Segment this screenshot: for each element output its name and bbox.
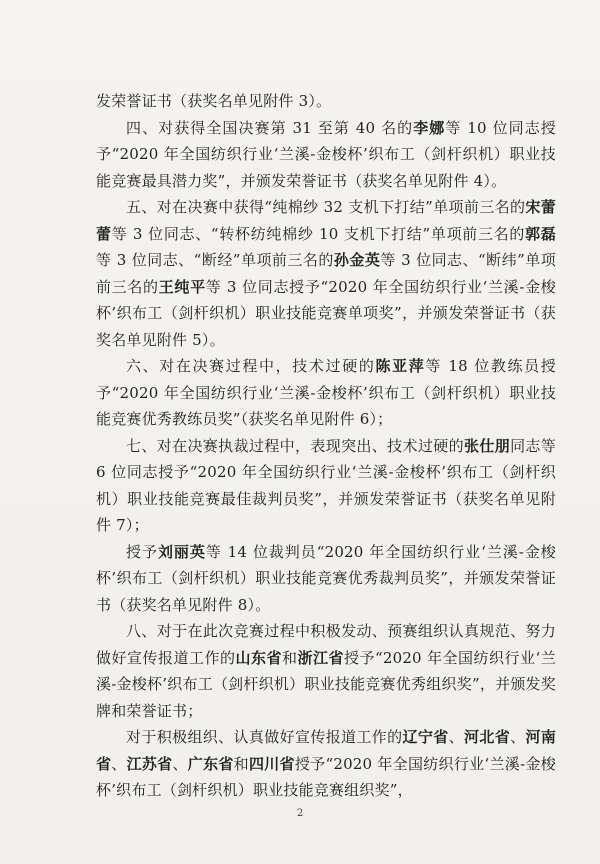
text-segment: 四、对获得全国决赛第 31 至第 40 名的	[126, 118, 414, 137]
text-segment: 、	[172, 754, 188, 773]
text-segment: 授予“2020 年全国纺织行业‘兰溪-金梭杯’织布工（剑杆织机）职业技能竞赛优秀组织奖”，并颁发奖牌和荣誉证书；	[96, 648, 557, 720]
highlighted-name: 河南省	[96, 728, 557, 773]
paragraph	[96, 539, 556, 619]
page-number: 2	[296, 808, 304, 819]
highlighted-name: 刘丽英	[157, 542, 206, 561]
paragraph	[96, 194, 556, 353]
paragraph	[96, 433, 556, 539]
text-segment: 等 3 位同志、“断纬”单项前三名的	[96, 251, 556, 296]
highlighted-name: 孙金英	[333, 251, 381, 269]
text-segment: 授予“2020 年全国纺织行业‘兰溪-金梭杯’织布工（剑杆织机）职业技能竞赛组织奖”，	[96, 754, 556, 799]
text-segment: 和	[281, 648, 298, 667]
text-segment: 对于积极组织、认真做好宣传报道工作的	[126, 728, 403, 746]
text-segment: 五、对在决赛中获得“纯棉纱 32 支机下打结”单项前三名的	[126, 198, 526, 216]
text-segment: 等 14 位裁判员“2020 年全国纺织行业‘兰溪-金梭杯’织布工（剑杆织机）职业技能竞赛优秀裁判员奖”，并颁发荣誉证书（获奖名单见附件 8）。	[96, 542, 556, 614]
text-segment: 等 18 位教练员授予“2020 年全国纺织行业‘兰溪-金梭杯’织布工（剑杆织机）职业技能竞赛优秀教练员奖”（获奖名单见附件 6）；	[96, 357, 556, 428]
highlighted-name: 陈亚萍	[375, 357, 426, 375]
text-segment: 等 3 位同志、“断经”单项前三名的	[96, 251, 334, 269]
highlighted-name: 郭磊	[525, 224, 556, 243]
highlighted-name: 张仕朋	[463, 436, 511, 455]
highlighted-name: 浙江省	[297, 648, 344, 667]
highlighted-name: 河北省	[463, 728, 511, 746]
highlighted-name: 山东省	[235, 648, 282, 667]
highlighted-name: 辽宁省	[402, 728, 449, 746]
text-segment: 、	[448, 728, 464, 746]
text-segment: 和	[233, 754, 249, 773]
paragraph	[96, 724, 556, 804]
text-segment: 等 10 位同志授予“2020 年全国纺织行业‘兰溪-金梭杯’织布工（剑杆织机）职业技能竞赛最具潜力奖”，并颁发荣誉证书（获奖名单见附件 4）。	[96, 118, 556, 190]
text-segment: 授予	[126, 542, 158, 561]
text-segment: 同志等 6 位同志授予“2020 年全国纺织行业‘兰溪-金梭杯’织布工（剑杆织机）职业技能竞赛最佳裁判员奖”，并颁发荣誉证书（获奖名单见附件 7）；	[96, 436, 556, 534]
paragraph	[96, 353, 556, 433]
highlighted-name: 宋蕾蕾	[96, 198, 556, 243]
text-segment: 发荣誉证书（获奖名单见附件 3）。	[96, 92, 332, 110]
highlighted-name: 江苏省	[126, 754, 173, 773]
text-segment: 六、对在决赛过程中，技术过硬的	[126, 357, 376, 375]
text-segment: 等 3 位同志、“转杯纺纯棉纱 10 支机下打结”单项前三名的	[111, 224, 526, 243]
document-body	[96, 88, 556, 804]
paragraph	[96, 618, 556, 724]
highlighted-name: 广东省	[187, 754, 234, 773]
text-segment: 、	[510, 728, 526, 746]
text-segment: 等 3 位同志授予“2020 年全国纺织行业‘兰溪-金梭杯’织布工（剑杆织机）职业技能竞赛单项奖”，并颁发荣誉证书（获奖名单见附件 5）。	[96, 277, 556, 349]
text-segment: 七、对在决赛执裁过程中，表现突出、技术过硬的	[126, 436, 464, 455]
highlighted-name: 李娜	[413, 118, 446, 137]
text-segment: 、	[111, 754, 127, 773]
paragraph	[96, 115, 556, 195]
highlighted-name: 四川省	[248, 754, 295, 773]
highlighted-name: 王纯平	[158, 277, 206, 296]
text-segment: 八、对于在此次竞赛过程中积极发动、预赛组织认真规范、努力做好宣传报道工作的	[96, 622, 556, 667]
paragraph	[96, 88, 556, 115]
